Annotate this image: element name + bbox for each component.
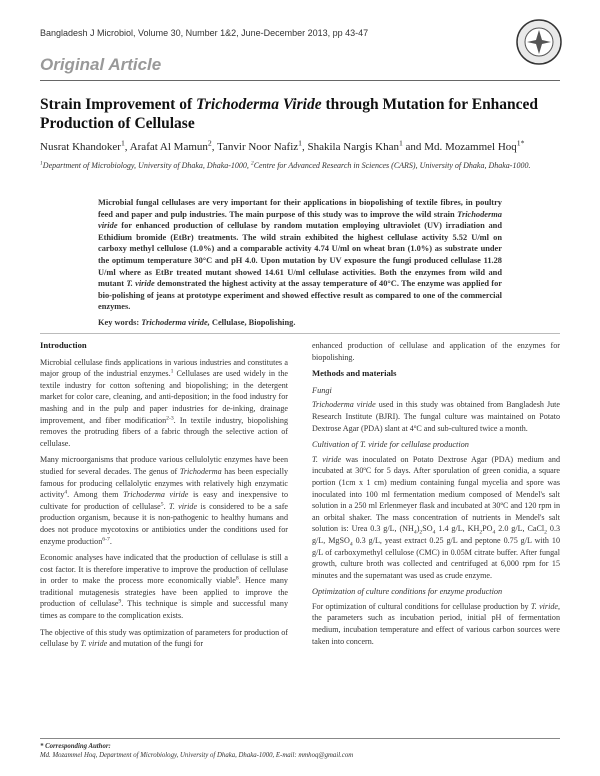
- keywords: Key words: Trichoderma viride, Cellulase, Biopolishing.: [98, 318, 296, 327]
- paragraph: Many microorganisms that produce various cellulolytic enzymes have been studied for several decades. The genus of Trichoderma has been especially famous for producing cellalolytic enzymes with relatively high enzymatic activity$^4$. Among them Trichoderma viride is easy and inexpensive to cultivate for production of cellulase$^5$. T. viride is considered to be a safe production organism, because it is non-pathogenic to healthy humans and does not produce mycotoxins or antibiotics under the conditions used for enzyme production$^{6-7}$.: [40, 455, 289, 546]
- abstract-divider: [40, 333, 560, 334]
- header-divider: [40, 80, 560, 81]
- corresponding-author-note: * Corresponding Author: Md. Mozammel Hoq, Department of Microbiology, University of Dhaka, Dhaka-1000, E-mail: mmhoq@gmail.com: [40, 743, 354, 759]
- paragraph: enhanced production of cellulase and application of the enzymes for biopolishing.: [312, 341, 560, 362]
- subsection-heading: Optimization of culture conditions for enzyme production: [312, 587, 503, 597]
- abstract: Microbial fungal cellulases are very important for their applications in biopolishing of textile fibres, in poultry feed and paper and pulp industries. The main purpose of this study was to improve the wild strain Trichoderma viride for enhanced production of cellulase by random mutation employing ultraviolet (UV) irradiation and Ethidium bromide (EtBr) treatments. The wild strain exhibited the highest cellulase activity 5.52 U/ml on carboxy methyl cellulose (1.0%) and a comparable activity 4.74 U/ml on wheat bran (1.0%) as substrate under the optimum temperature 30°C and pH 4.0. Upon mutation by UV exposure the fungi produced cellulase 11.28 U/ml where as EtBr treated mutant showed 14.61 U/ml cellulase activities. Both the enzymes from wild and mutant T. viride demonstrated the highest activity at the assay temperature of 40°C. The enzyme was applied for bio-polishing of jeans at prototype experiment and showed effective result as compared to one of the commercial enzymes.: [98, 198, 502, 312]
- affiliations: $^1$Department of Microbiology, University of Dhaka, Dhaka-1000, $^2$Centre for Advanced Research in Sciences (CARS), University of Dhaka, Dhaka-1000.: [40, 160, 531, 170]
- journal-logo: [515, 18, 563, 66]
- paragraph: Economic analyses have indicated that the production of cellulase is still a cost factor. It is therefore imperative to improve the production of cellulase in order to make the process more economically viable$^8$. Hence many traditional mutagenesis strategies have been applied to improve the production of cellulase$^9$. This technique is simple and successful many times as compare to the complication exists.: [40, 553, 288, 621]
- paragraph: T. viride was inoculated on Potato Dextrose Agar (PDA) medium and incubated at 30ºC for 5 days. After sporulation of green conidia, a square portion (1cm x 1 cm) medium containing fungal mycelia and spore was inoculated into 100 ml fermentation medium composed of Mendel's salt solution in a 250 ml Erlenmeyer flask and incubated at 30ºC and 120 rpm in an orbital shaker. The mass concentration of nutrients in Mendel's salt solution is: Urea 0.3 g/L, $(NH_4)_2SO_4$ 1.4 g/L, $KH_2PO_4$ 2.0 g/L, CaCl$_2$ 0.3 g/L, MgSO$_4$ 0.3 g/L, yeast extract 0.25 g/L and peptone 0.75 g/L with 10 g/L of carboxymethyl cellulose (CMC) in 0.05M citrate buffer. After fungal growth, culture broth was collected and centrifuged at 6,000 rpm for 15 minutes and the supernatant was used as crude enzyme.: [312, 454, 561, 580]
- paragraph: The objective of this study was optimization of parameters for production of cellulase by T. viride and mutation of the fungi for: [40, 627, 288, 649]
- paragraph: Trichoderma viride used in this study was obtained from Bangladesh Jute Research Institute (BJRI). The fungal culture was maintained on Potato Dextrose Agar (PDA) slant at 4ºC and sub-cultured twice a month.: [312, 400, 560, 433]
- left-column: [40, 340, 288, 655]
- article-title: Strain Improvement of Trichoderma Viride through Mutation for Enhanced Production of Cellulase: [40, 96, 539, 132]
- author: Nusrat Khandoker: [40, 141, 121, 153]
- author: Arafat Al Mamun: [129, 141, 208, 153]
- section-heading: Methods and materials: [312, 368, 397, 379]
- subsection-heading: Fungi: [312, 385, 332, 395]
- author: Shakila Nargis Khan: [307, 141, 399, 153]
- subsection-heading: Cultivation of T. viride for cellulase production: [312, 440, 469, 450]
- author-list: Nusrat Khandoker$^1$, Arafat Al Mamun$^2$, Tanvir Noor Nafiz$^1$, Shakila Nargis Khan$^1$ and Md. Mozammel Hoq$^{1*}$: [40, 138, 525, 153]
- author: Md. Mozammel Hoq: [424, 141, 517, 153]
- right-column: [312, 340, 560, 652]
- author: Tanvir Noor Nafiz: [217, 141, 299, 153]
- article-type-label: Original Article: [40, 55, 162, 74]
- journal-citation: Bangladesh J Microbiol, Volume 30, Number 1&2, June-December 2013, pp 43-47: [40, 28, 369, 38]
- paragraph: For optimization of cultural conditions for cellulase production by T. viride, the parameters such as incubation period, initial pH of fermentation medium, incubation temperature and effect of various carbon sources were taken into concern.: [312, 601, 560, 646]
- footnote-divider: [40, 738, 560, 739]
- paragraph: Microbial cellulase finds applications in various industries and constitutes a major group of the industrial enzymes.$^1$ Cellulases are used widely in the textile industry for cotton softening and biopolishing; in the detergent market for color care, cleaning, and anti-deposition; in the food industry for mashing and in the pulp and paper industries for de-inking, drainage improvement, and fiber modification$^{2-3}$. In textile industry, biopolishing removes the protruding fibers of a fabric through the selective action of cellulase.: [40, 357, 288, 448]
- section-heading: Introduction: [40, 340, 87, 350]
